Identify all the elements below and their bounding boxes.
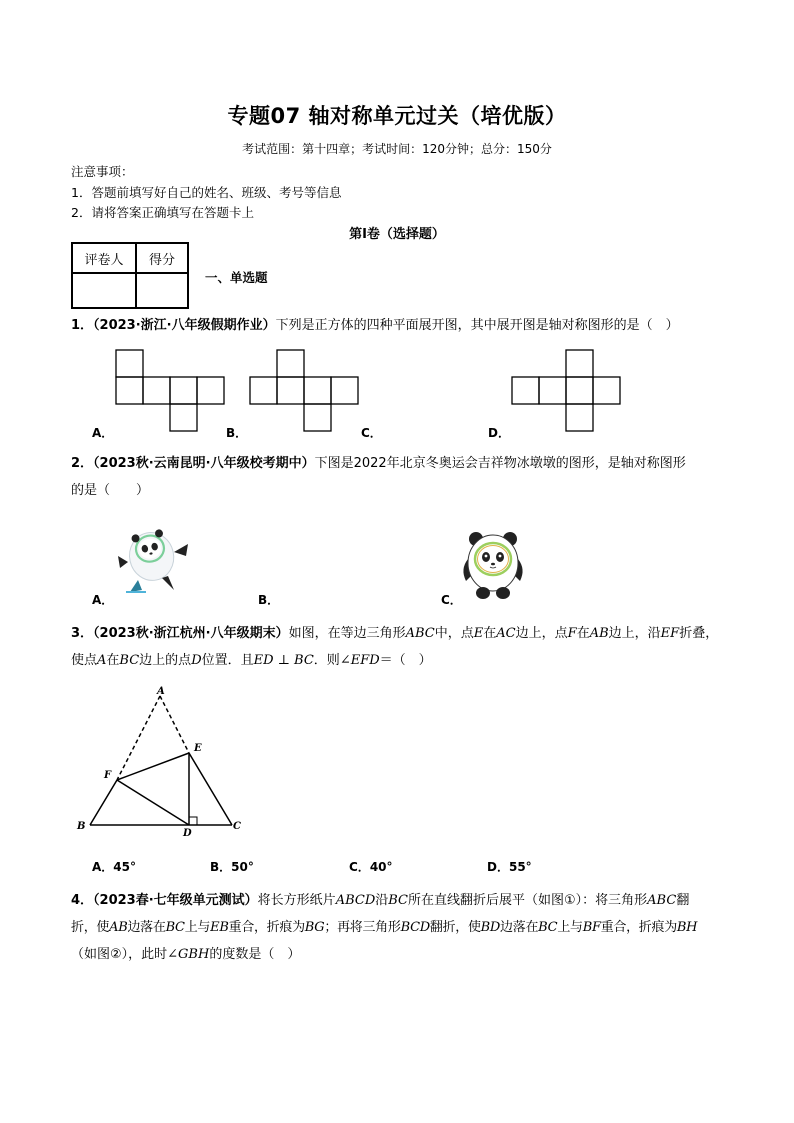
- text-run: 折叠，: [679, 626, 719, 641]
- option-a[interactable]: A．: [92, 426, 114, 440]
- option-d[interactable]: D．: [488, 426, 510, 440]
- math-var: BF: [582, 920, 601, 935]
- label-f: F: [104, 770, 112, 781]
- math-var: BCD: [400, 920, 430, 935]
- math-var: AB: [589, 626, 609, 641]
- mascot-image-c: [460, 529, 526, 603]
- option-label: D．: [487, 860, 509, 874]
- question-source: （2023秋·云南昆明·八年级校考期中）: [93, 456, 315, 471]
- option-value: 50°: [231, 860, 254, 874]
- option-a[interactable]: [92, 858, 136, 875]
- option-a[interactable]: A．: [92, 593, 114, 607]
- text-run: 边落在: [127, 920, 166, 935]
- option-b[interactable]: B．: [226, 426, 248, 440]
- math-var: AC: [496, 626, 516, 641]
- text-run: 重合，折痕为: [228, 920, 305, 935]
- option-c[interactable]: C．: [441, 593, 462, 607]
- dashed-edge-ae: [160, 696, 189, 753]
- question-4: [71, 887, 697, 968]
- score-cell[interactable]: [136, 273, 188, 308]
- cube-net-b: [250, 350, 358, 431]
- text-run: 将长方形纸片: [257, 893, 336, 908]
- math-var: BH: [676, 920, 698, 935]
- option-c[interactable]: C．: [361, 426, 382, 440]
- text-run: 中，点: [434, 626, 474, 641]
- math-var: E: [473, 626, 484, 641]
- option-label: B．: [210, 860, 232, 874]
- text-run: ＝（ ）: [379, 653, 432, 668]
- triangle-fold-figure: [70, 684, 260, 842]
- question-source: （2023·浙江·八年级假期作业）: [93, 318, 276, 333]
- label-c: C: [233, 821, 241, 832]
- dashed-edge-af: [117, 696, 160, 780]
- text-run: 上与: [184, 920, 211, 935]
- math-var: BC: [119, 653, 140, 668]
- text-run: 沿: [375, 893, 389, 908]
- label-b: B: [77, 821, 86, 832]
- math-var: BC: [538, 920, 558, 935]
- score-table: [71, 242, 189, 309]
- label-a: A: [157, 686, 165, 697]
- exam-info: 考试范围：第十四章；考试时间：120分钟；总分：150分: [242, 142, 552, 156]
- mascot-image-a: [112, 518, 196, 596]
- question-number: 1．: [71, 318, 94, 333]
- question-1: [71, 312, 679, 339]
- math-var: BD: [480, 920, 501, 935]
- cube-nets-figure: [0, 340, 794, 440]
- label-d: D: [183, 828, 192, 839]
- question-3: [71, 620, 718, 674]
- text-run: 位置．且: [201, 653, 254, 668]
- option-b[interactable]: [210, 858, 254, 875]
- fold-line-ef: [117, 753, 189, 780]
- notes-block: [71, 162, 341, 224]
- option-value: 40°: [369, 860, 393, 874]
- score-header: 得分: [136, 243, 188, 273]
- math-var: ∠EFD: [339, 653, 380, 668]
- question-text: 下图是2022年北京冬奥运会吉祥物冰墩墩的图形，是轴对称图形: [314, 456, 686, 471]
- option-value: 45°: [113, 860, 136, 874]
- math-var: EF: [660, 626, 680, 641]
- math-var: BC: [165, 920, 185, 935]
- text-run: 重合，折痕为: [600, 920, 677, 935]
- text-run: 边上，点: [515, 626, 568, 641]
- math-var: ED ⊥ BC: [253, 653, 314, 668]
- option-value: 55°: [508, 860, 532, 874]
- section-title: 第I卷（选择题）: [349, 227, 445, 242]
- text-run: 在: [576, 626, 590, 641]
- text-run: 使点: [71, 653, 98, 668]
- math-var: ABC: [405, 626, 435, 641]
- text-run: 翻折，使: [429, 920, 481, 935]
- question-text: 的是（ ）: [71, 483, 150, 498]
- math-var: ABCD: [335, 893, 376, 908]
- text-run: 的度数是（ ）: [209, 947, 301, 962]
- question-number: 2．: [71, 456, 94, 471]
- text-run: 上与: [557, 920, 583, 935]
- text-run: ．则: [313, 653, 340, 668]
- math-var: ABC: [647, 893, 677, 908]
- question-source: （2023秋·浙江杭州·八年级期末）: [93, 626, 289, 641]
- question-number: 4．: [71, 893, 94, 908]
- question-text: 下列是正方体的四种平面展开图，其中展开图是轴对称图形的是（ ）: [275, 318, 679, 333]
- option-label: C．: [349, 860, 370, 874]
- option-b[interactable]: B．: [258, 593, 280, 607]
- math-var: ∠GBH: [167, 947, 210, 962]
- text-run: 在: [483, 626, 497, 641]
- grader-header: 评卷人: [72, 243, 136, 273]
- notes-item: 2．请将答案正确填写在答题卡上: [71, 205, 254, 220]
- segment-fd: [117, 780, 189, 825]
- label-e: E: [194, 743, 202, 754]
- math-var: AB: [109, 920, 128, 935]
- cube-net-d: [512, 350, 620, 431]
- cube-net-a: [116, 350, 224, 431]
- question-2: [71, 450, 686, 504]
- page-title: 专题07 轴对称单元过关（培优版）: [227, 104, 567, 128]
- text-run: （如图②），此时: [71, 947, 168, 962]
- math-var: EB: [210, 920, 229, 935]
- text-run: 在: [106, 653, 120, 668]
- text-run: 边上，沿: [608, 626, 661, 641]
- math-var: BC: [388, 893, 409, 908]
- math-var: BG: [304, 920, 325, 935]
- edge-fb: [90, 780, 117, 825]
- text-run: 所在直线翻折后展平（如图①）：将三角形: [408, 893, 648, 908]
- math-var: A: [97, 653, 107, 668]
- text-run: 边落在: [500, 920, 539, 935]
- edge-ec: [189, 753, 232, 825]
- math-var: F: [567, 626, 577, 641]
- notes-item: 1．答题前填写好自己的姓名、班级、考号等信息: [71, 184, 342, 200]
- option-c[interactable]: [349, 858, 393, 875]
- part-title: 一、单选题: [205, 270, 268, 285]
- math-var: D: [191, 653, 202, 668]
- text-run: 折，使: [71, 920, 110, 935]
- text-run: 翻: [676, 893, 690, 908]
- notes-heading: 注意事项：: [71, 164, 134, 179]
- option-d[interactable]: [487, 858, 532, 875]
- option-label: A．: [92, 860, 114, 874]
- text-run: 边上的点: [139, 653, 192, 668]
- question-source: （2023春·七年级单元测试）: [93, 893, 258, 908]
- text-run: ；再将三角形: [324, 920, 401, 935]
- right-angle-mark: [189, 817, 197, 825]
- grader-cell[interactable]: [72, 273, 136, 308]
- question-number: 3．: [71, 626, 94, 641]
- text-run: 如图，在等边三角形: [288, 626, 406, 641]
